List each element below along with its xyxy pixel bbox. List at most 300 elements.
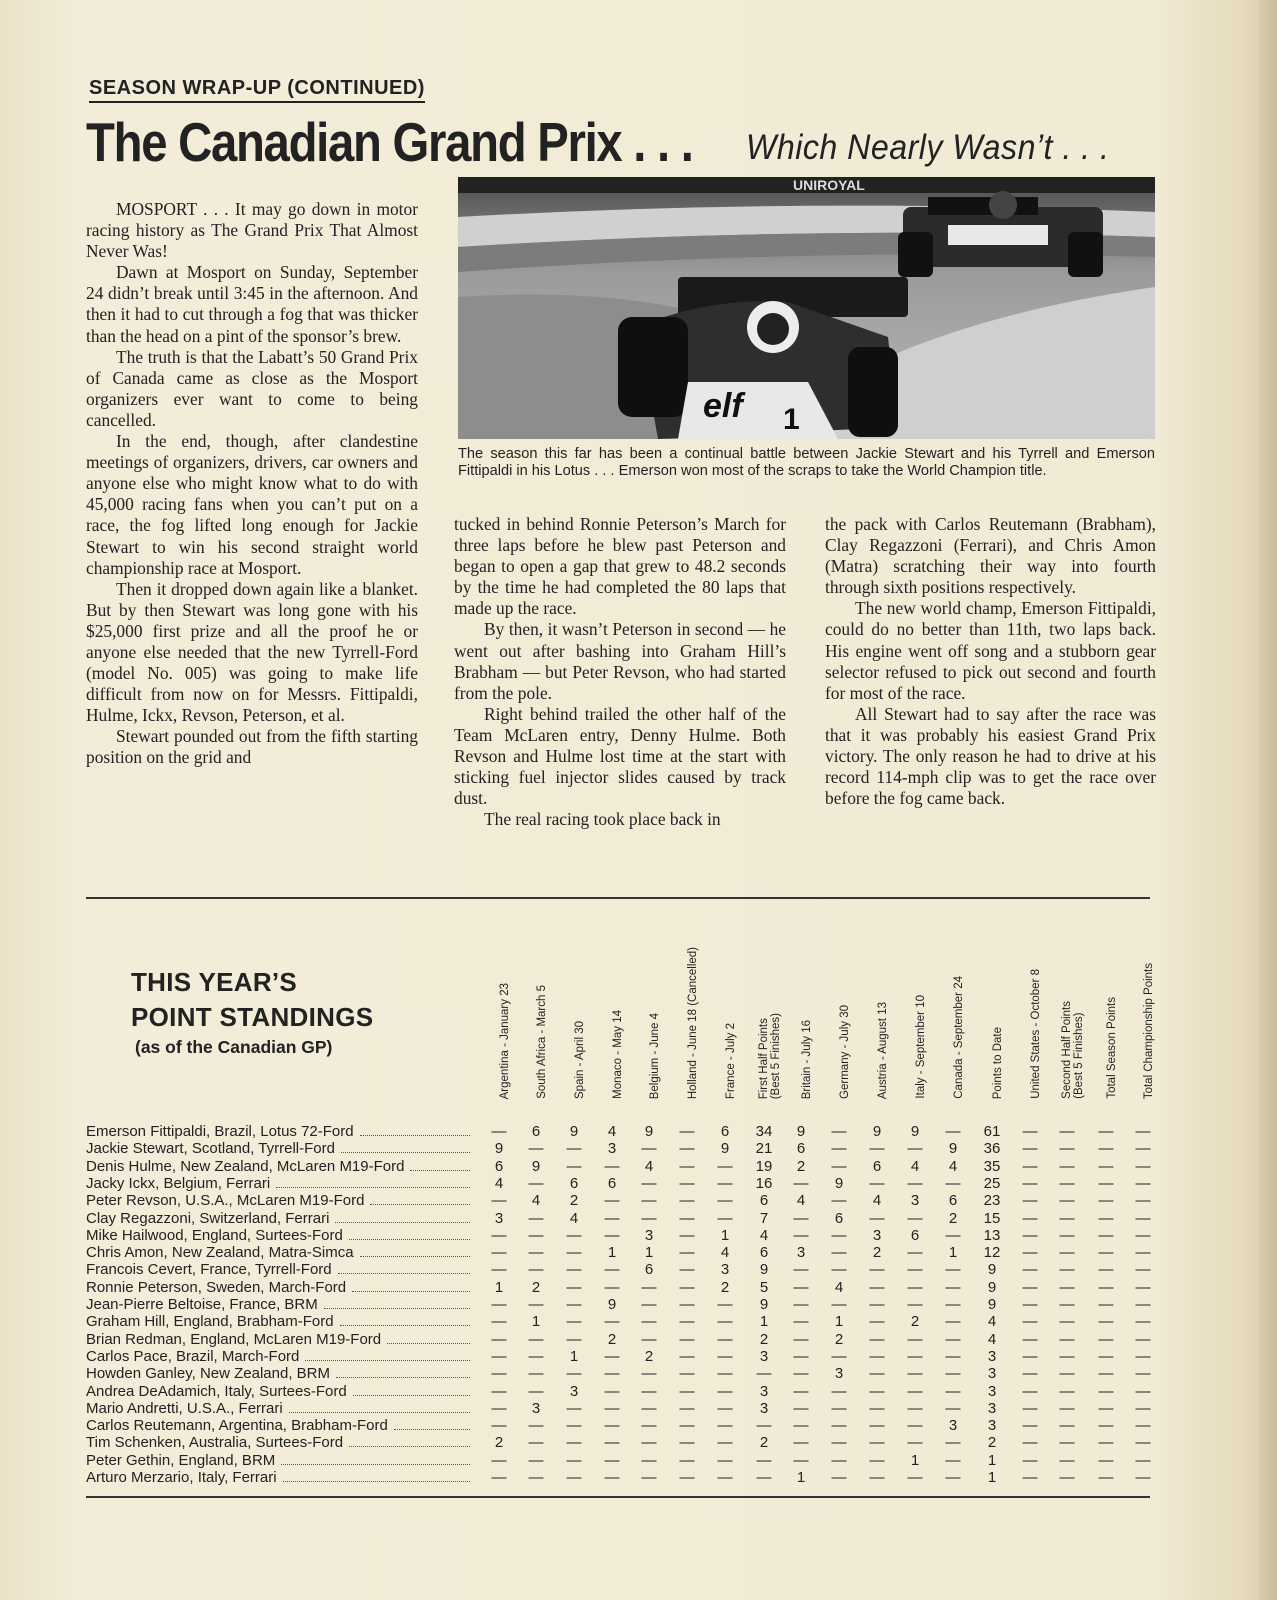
standings-title-line: THIS YEAR’S [131,967,298,997]
column-header-line: Spain - April 30 [574,1021,586,1099]
points-cell: — [793,1174,809,1192]
points-cell: — [641,1192,657,1210]
column-header-line: Germany - July 30 [839,1005,851,1099]
points-cell: — [869,1296,885,1313]
column-header-line: Total Championship Points [1143,962,1155,1099]
leader-dots [353,1395,470,1396]
leader-dots [283,1481,470,1482]
points-cell: 3 [948,1417,958,1435]
points-cell: 6 [494,1157,504,1175]
leader-dots [340,1325,470,1326]
points-cell: — [831,1417,847,1435]
paragraph: the pack with Carlos Reutemann (Brabham), Clay Regazzoni (Ferrari), and Chris Amon (Matra) scratching their way into fourth through sixth positions respectively. [825,514,1156,598]
points-cell: — [528,1140,544,1158]
leader-dots [410,1170,470,1171]
points-cell: 3 [987,1399,997,1417]
points-cell: — [641,1382,657,1400]
points-cell: — [528,1434,544,1452]
paragraph: In the end, though, after clandestine meetings of organizers, drivers, car owners and anyone else who might know what to do with 45,000 racing fans when you can’t put on a race, the fog lifted long enough for Jackie Stewart to win his second straight world championship race at Mosport. [86,431,418,578]
points-cell: — [566,1226,582,1244]
column-header-line: Second Half Points [1061,1001,1073,1099]
points-cell: — [717,1313,733,1331]
points-cell: 9 [569,1123,579,1140]
points-cell: — [604,1209,620,1227]
points-cell: — [1022,1192,1038,1210]
points-cell: — [907,1278,923,1296]
points-cell: 1 [607,1244,617,1262]
points-cell: — [907,1434,923,1452]
points-cell: — [566,1313,582,1331]
points-cell: — [907,1296,923,1313]
points-cell: — [869,1209,885,1227]
points-cell: — [869,1434,885,1452]
points-cell: — [717,1365,733,1383]
points-cell: — [1022,1365,1038,1383]
points-cell: 7 [759,1209,769,1227]
points-cell: — [869,1417,885,1435]
points-cell: — [1022,1278,1038,1296]
points-cell: — [1022,1347,1038,1365]
points-cell: 2 [607,1330,617,1348]
points-cell: — [1059,1174,1075,1192]
points-cell: 1 [910,1451,920,1469]
points-cell: 2 [910,1313,920,1331]
points-cell: — [491,1261,507,1279]
points-cell: — [1059,1451,1075,1469]
leader-dots [289,1412,470,1413]
points-cell: — [1059,1469,1075,1486]
headline [86,110,1186,174]
points-cell: — [907,1244,923,1262]
headline-main: The Canadian Grand Prix . . . [86,111,693,173]
points-cell: 3 [759,1347,769,1365]
points-cell: 9 [796,1123,806,1140]
points-cell: 4 [872,1192,882,1210]
points-cell: — [604,1417,620,1435]
points-cell: — [604,1278,620,1296]
points-cell: — [717,1417,733,1435]
paragraph: The new world champ, Emerson Fittipaldi, could do no better than 11th, two laps back. His engine went off song and a stubborn gear selector refused to pick out second and fourth for most of the race. [825,598,1156,703]
points-cell: — [679,1226,695,1244]
points-cell: — [831,1140,847,1158]
headline-sub: Which Nearly Wasn’t . . . [746,128,1110,167]
points-cell: — [1059,1365,1075,1383]
column-header-line: Italy - September 10 [915,995,927,1099]
table-row [86,1279,1166,1296]
points-cell: — [869,1365,885,1383]
points-cell: — [1098,1140,1114,1158]
points-cell: — [793,1365,809,1383]
points-cell: — [566,1140,582,1158]
points-cell: — [717,1434,733,1452]
points-cell: — [679,1209,695,1227]
points-cell: — [1098,1278,1114,1296]
points-cell: 19 [755,1157,773,1175]
driver-name: Peter Revson, U.S.A., McLaren M19-Ford [86,1192,365,1210]
standings-column-headers [0,900,1277,1103]
paragraph: Then it dropped down again like a blanket. But by then Stewart was long gone with his $25,000 first prize and all the proof he or anyone else needed that the new Tyrrell-Ford (model No. 005) was going to make life difficult from now on for Messrs. Fittipaldi, Hulme, Ickx, Revson, Peterson, et al. [86,578,418,726]
column-header-line: Argentina - January 23 [499,982,511,1099]
points-cell: 3 [759,1399,769,1417]
points-cell: 35 [983,1157,1001,1175]
points-cell: — [566,1365,582,1383]
column-header [915,995,927,1099]
points-cell: — [793,1347,809,1365]
column-header-line: Belgium - June 4 [649,1012,661,1099]
points-cell: — [907,1382,923,1400]
points-cell: — [869,1140,885,1158]
points-cell: 1 [569,1347,579,1365]
points-cell: — [604,1399,620,1417]
table-row [86,1417,1166,1434]
points-cell: 3 [987,1382,997,1400]
points-cell: — [491,1192,507,1210]
points-cell: 4 [987,1313,997,1331]
points-cell: — [793,1417,809,1435]
points-cell: — [528,1330,544,1348]
leader-dots [360,1135,470,1136]
points-cell: — [1135,1209,1151,1227]
points-cell: — [566,1434,582,1452]
column-header [612,1010,624,1099]
points-cell: 16 [755,1174,773,1192]
points-cell: — [793,1313,809,1331]
points-cell: — [945,1451,961,1469]
points-cell: — [907,1399,923,1417]
points-cell: 3 [531,1399,541,1417]
table-row [86,1192,1166,1209]
points-cell: — [679,1382,695,1400]
points-cell: — [679,1123,695,1140]
points-cell: — [679,1399,695,1417]
points-cell: — [1098,1313,1114,1331]
column-header-line: Holland - June 18 (Cancelled) [687,946,699,1099]
points-cell: 4 [720,1244,730,1262]
points-cell: 1 [948,1244,958,1262]
leader-dots [276,1187,470,1188]
table-row [86,1313,1166,1330]
points-cell: — [907,1261,923,1279]
points-cell: 4 [759,1226,769,1244]
points-cell: — [907,1140,923,1158]
driver-name: Howden Ganley, New Zealand, BRM [86,1365,330,1383]
points-cell: — [717,1330,733,1348]
points-cell: — [869,1313,885,1331]
points-cell: — [717,1347,733,1365]
points-cell: — [1059,1278,1075,1296]
points-cell: — [1022,1330,1038,1348]
table-row [86,1175,1166,1192]
table-row [86,1383,1166,1400]
points-cell: 9 [872,1123,882,1140]
points-cell: — [1098,1469,1114,1486]
points-cell: — [679,1451,695,1469]
points-cell: 2 [948,1209,958,1227]
points-cell: — [1059,1244,1075,1262]
points-cell: — [1135,1313,1151,1331]
points-cell: — [1022,1469,1038,1486]
points-cell: — [907,1365,923,1383]
points-cell: 1 [987,1451,997,1469]
points-cell: 9 [759,1296,769,1313]
points-cell: — [604,1365,620,1383]
points-cell: — [869,1399,885,1417]
points-cell: — [756,1417,772,1435]
column-header [649,1013,661,1099]
column-header [801,1020,813,1099]
paragraph: Stewart pounded out from the fifth starting position on the grid and [86,726,418,768]
column-header [992,1027,1004,1099]
points-cell: 1 [834,1313,844,1331]
table-row [86,1400,1166,1417]
points-cell: 6 [720,1123,730,1140]
leader-dots [335,1222,470,1223]
points-cell: — [793,1434,809,1452]
points-cell: — [756,1365,772,1383]
table-row [86,1261,1166,1278]
points-cell: — [945,1261,961,1279]
points-cell: 4 [644,1157,654,1175]
leader-dots [387,1343,470,1344]
points-cell: 4 [910,1157,920,1175]
table-row [86,1365,1166,1382]
points-cell: — [1059,1417,1075,1435]
column-header-line: Points to Date [992,1026,1004,1099]
points-cell: — [528,1469,544,1486]
points-cell: 9 [494,1140,504,1158]
points-cell: 1 [987,1469,997,1486]
points-cell: — [1059,1313,1075,1331]
points-cell: — [717,1382,733,1400]
points-cell: — [604,1226,620,1244]
points-cell: 6 [759,1192,769,1210]
paragraph: The real racing took place back in [484,809,721,830]
points-cell: — [604,1192,620,1210]
points-cell: — [566,1296,582,1313]
points-cell: 6 [872,1157,882,1175]
points-cell: — [566,1330,582,1348]
points-cell: — [831,1434,847,1452]
points-cell: 36 [983,1140,1001,1158]
points-cell: 6 [796,1140,806,1158]
leader-dots [349,1239,470,1240]
points-cell: — [1098,1347,1114,1365]
points-cell: 3 [987,1417,997,1435]
points-cell: 6 [910,1226,920,1244]
points-cell: 9 [720,1140,730,1158]
points-cell: 2 [759,1330,769,1348]
points-cell: 3 [796,1244,806,1262]
points-cell: 1 [796,1469,806,1486]
column-header-line: France - July 2 [725,1022,737,1099]
points-cell: — [566,1451,582,1469]
table-row [86,1123,1166,1140]
points-cell: — [793,1399,809,1417]
driver-name: Carlos Reutemann, Argentina, Brabham-Ford [86,1417,388,1435]
points-cell: — [831,1451,847,1469]
points-cell: — [907,1174,923,1192]
points-cell: — [1059,1296,1075,1313]
points-cell: — [491,1365,507,1383]
points-cell: — [1059,1382,1075,1400]
points-cell: — [1059,1123,1075,1140]
points-cell: — [945,1174,961,1192]
points-cell: — [641,1209,657,1227]
leader-dots [338,1273,470,1274]
points-cell: — [1135,1330,1151,1348]
table-row [86,1469,1166,1486]
points-cell: — [566,1469,582,1486]
points-cell: — [869,1469,885,1486]
points-cell: — [1098,1261,1114,1279]
points-cell: — [491,1313,507,1331]
points-cell: — [566,1278,582,1296]
points-cell: — [1098,1417,1114,1435]
points-cell: 3 [987,1365,997,1383]
points-cell: — [1022,1174,1038,1192]
points-cell: — [491,1244,507,1262]
points-cell: 9 [834,1174,844,1192]
points-cell: — [907,1417,923,1435]
points-cell: — [831,1261,847,1279]
points-cell: — [528,1365,544,1383]
points-cell: — [717,1157,733,1175]
points-cell: 6 [569,1174,579,1192]
table-row [86,1434,1166,1451]
points-cell: — [907,1469,923,1486]
points-cell: — [831,1123,847,1140]
points-cell: 3 [494,1209,504,1227]
points-cell: — [1059,1347,1075,1365]
column-header [1106,997,1118,1099]
column-header-line: Monaco - May 14 [612,1010,624,1099]
points-cell: — [717,1469,733,1486]
column-header [574,1021,586,1099]
points-cell: 2 [569,1192,579,1210]
points-cell: — [566,1244,582,1262]
points-cell: — [604,1347,620,1365]
table-row [86,1331,1166,1348]
paragraph: tucked in behind Ronnie Peterson’s March for three laps before he blew past Peterson and began to open a gap that grew to 48.2 seconds by the time he had completed the 80 laps that made up the race. [454,514,786,619]
points-cell: — [1098,1192,1114,1210]
points-cell: 3 [720,1261,730,1279]
points-cell: — [793,1209,809,1227]
points-cell: — [793,1261,809,1279]
points-cell: — [566,1157,582,1175]
points-cell: — [641,1399,657,1417]
points-cell: — [793,1451,809,1469]
column-header [1061,1001,1085,1099]
points-cell: — [831,1382,847,1400]
svg-text:1: 1 [783,403,800,436]
points-cell: 9 [607,1296,617,1313]
points-cell: — [907,1347,923,1365]
points-cell: — [1098,1382,1114,1400]
column-header [839,1005,851,1099]
points-cell: — [641,1434,657,1452]
column-header [1143,963,1155,1099]
points-cell: 3 [644,1226,654,1244]
page-edge [1259,0,1277,1600]
points-cell: — [717,1399,733,1417]
points-cell: — [1022,1417,1038,1435]
points-cell: — [869,1382,885,1400]
driver-name: Ronnie Peterson, Sweden, March-Ford [86,1278,347,1296]
table-row [86,1244,1166,1261]
points-cell: — [491,1451,507,1469]
points-cell: — [1135,1226,1151,1244]
points-cell: — [831,1296,847,1313]
points-cell: — [491,1123,507,1140]
driver-name: Clay Regazzoni, Switzerland, Ferrari [86,1209,330,1227]
column-header [687,947,699,1099]
points-cell: — [1022,1451,1038,1469]
points-cell: — [1022,1209,1038,1227]
driver-name: Mario Andretti, U.S.A., Ferrari [86,1399,283,1417]
points-cell: 1 [759,1313,769,1331]
points-cell: — [945,1296,961,1313]
points-cell: — [1022,1399,1038,1417]
points-cell: — [528,1209,544,1227]
points-cell: 2 [759,1434,769,1452]
column-header-line: Austria - August 13 [877,1001,889,1099]
points-cell: — [491,1469,507,1486]
points-cell: — [945,1123,961,1140]
points-cell: — [528,1347,544,1365]
points-cell: — [793,1296,809,1313]
leader-dots [281,1464,470,1465]
points-cell: — [907,1209,923,1227]
leader-dots [394,1429,470,1430]
svg-text:elf: elf [703,387,743,425]
points-cell: — [528,1244,544,1262]
points-cell: — [1059,1209,1075,1227]
column-header-line: Canada - September 24 [953,976,965,1099]
table-row [86,1348,1166,1365]
column-header-line: (Best 5 Finishes) [1073,1012,1085,1099]
points-cell: 25 [983,1174,1001,1192]
points-cell: — [1135,1244,1151,1262]
points-cell: 3 [872,1226,882,1244]
points-cell: — [1059,1434,1075,1452]
article-column-1 [86,199,418,769]
points-cell: 1 [494,1278,504,1296]
race-photo-drawing [458,177,1155,439]
driver-name: Francois Cevert, France, Tyrrell-Ford [86,1261,332,1279]
driver-name: Andrea DeAdamich, Italy, Surtees-Ford [86,1382,347,1400]
points-cell: — [1059,1157,1075,1175]
points-cell: — [756,1469,772,1486]
points-cell: — [907,1330,923,1348]
points-cell: 2 [720,1278,730,1296]
points-cell: 4 [531,1192,541,1210]
points-cell: 2 [987,1434,997,1452]
points-cell: — [491,1330,507,1348]
table-row [86,1452,1166,1469]
points-cell: — [1098,1123,1114,1140]
points-cell: — [717,1174,733,1192]
points-cell: 9 [987,1278,997,1296]
points-cell: — [679,1434,695,1452]
driver-name: Jacky Ickx, Belgium, Ferrari [86,1174,271,1192]
leader-dots [370,1204,470,1205]
points-cell: 1 [531,1313,541,1331]
table-row [86,1296,1166,1313]
points-cell: 6 [948,1192,958,1210]
points-cell: — [1098,1244,1114,1262]
points-cell: 6 [759,1244,769,1262]
points-cell: — [679,1192,695,1210]
